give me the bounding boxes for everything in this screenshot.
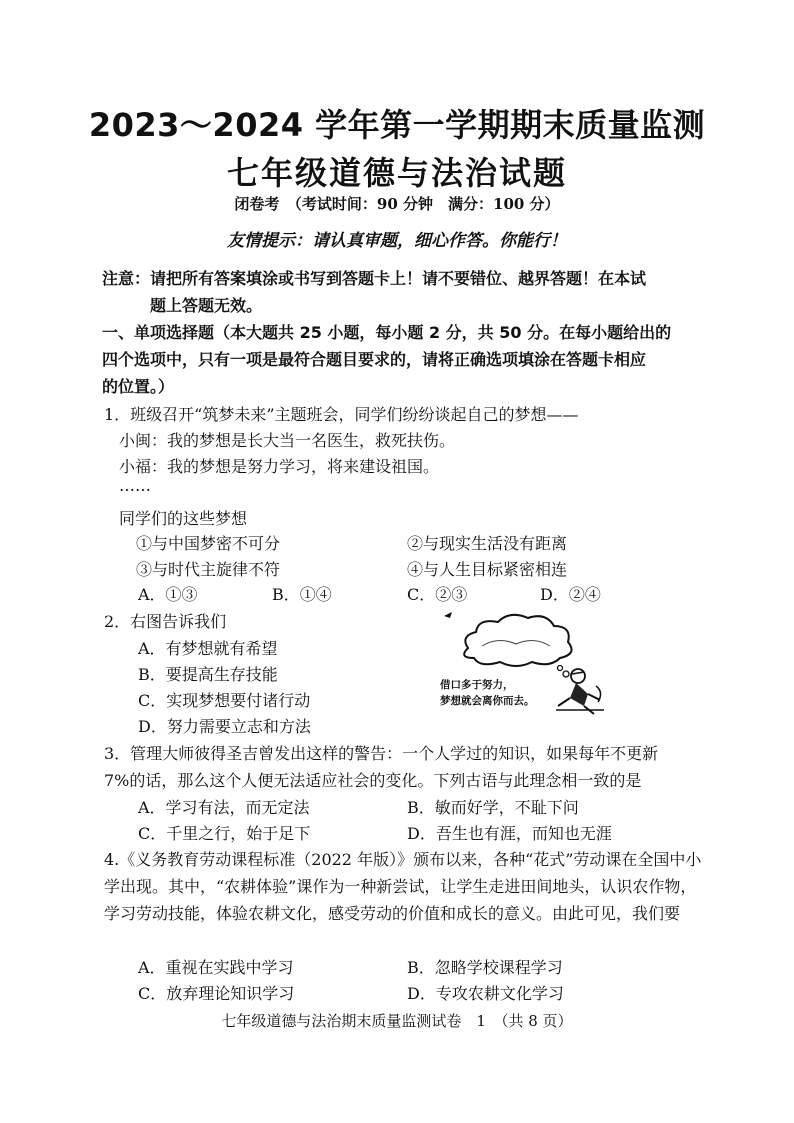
friendly-tip: 友情提示：请认真审题，细心作答。你能行！ bbox=[227, 231, 567, 251]
q2-option-c: C．实现梦想要付诸行动 bbox=[138, 691, 311, 710]
section-heading-line1: 一、单项选择题（本大题共 25 小题，每小题 2 分，共 50 分。在每小题给出的 bbox=[102, 323, 672, 342]
q3-stem-line1: 3．管理大师彼得圣吉曾发出这样的警告：一个人学过的知识，如果每年不更新 bbox=[104, 744, 659, 763]
section-heading-line2: 四个选项中，只有一项是最符合题目要求的，请将正确选项填涂在答题卡相应 bbox=[102, 350, 647, 369]
dream-cloud bbox=[464, 615, 571, 666]
q1-statement-3: ③与时代主旋律不符 bbox=[136, 560, 281, 579]
q2-stem: 2．右图告诉我们 bbox=[104, 612, 227, 631]
q1-statement-1: ①与中国梦密不可分 bbox=[136, 534, 281, 553]
exam-info: 闭卷考 （考试时间：90 分钟 满分：100 分） bbox=[234, 195, 560, 213]
q1-statement-4: ④与人生目标紧密相连 bbox=[407, 560, 568, 579]
q1-option-c: C．②③ bbox=[407, 585, 468, 604]
svg-text:借口多于努力，: 借口多于努力， bbox=[440, 679, 514, 691]
q3-option-c: C．千里之行，始于足下 bbox=[138, 824, 311, 843]
q4-option-d: D．专攻农耕文化学习 bbox=[407, 984, 564, 1003]
q3-option-d: D．吾生也有涯，而知也无涯 bbox=[407, 824, 612, 843]
q4-option-a: A．重视在实践中学习 bbox=[138, 958, 294, 977]
notice-line2: 题上答题无效。 bbox=[150, 296, 263, 315]
svg-text:梦想就会离你而去。: 梦想就会离你而去。 bbox=[440, 695, 535, 707]
q3-option-a: A．学习有法，而无定法 bbox=[138, 798, 310, 817]
q1-line-a: 小闽：我的梦想是长大当一名医生，救死扶伤。 bbox=[119, 431, 456, 450]
q2-option-b: B．要提高生存技能 bbox=[138, 665, 278, 684]
q1-statement-2: ②与现实生活没有距离 bbox=[407, 534, 568, 553]
page-footer: 七年级道德与法治期末质量监测试卷 1 （共 8 页） bbox=[221, 1012, 573, 1030]
page-title-line1: 2023～2024 学年第一学期期末质量监测 bbox=[88, 106, 706, 144]
q3-option-b: B．敏而好学，不耻下问 bbox=[407, 798, 579, 817]
q4-option-b: B．忽略学校课程学习 bbox=[407, 958, 563, 977]
q1-ellipsis: …… bbox=[119, 476, 151, 495]
q2-option-a: A．有梦想就有希望 bbox=[138, 639, 278, 658]
q1-stem: 1．班级召开“筑梦未来”主题班会，同学们纷纷谈起自己的梦想—— bbox=[104, 405, 579, 424]
q4-stem: 4.《义务教育劳动课程标准（2022 年版）》颁布以来，各种“花式”劳动课在全国中小学出现。其中，“农耕体验”课作为一种新尝试，让学生走进田间地头，认识农作物，学习劳动技能，体验农耕文化，感受劳动的价值和成长的意义。由此可见，我们要 bbox=[104, 850, 702, 923]
q1-line-b: 小福：我的梦想是努力学习，将来建设祖国。 bbox=[119, 457, 440, 476]
page-title-line2: 七年级道德与法治试题 bbox=[226, 154, 567, 192]
dream-cartoon-image bbox=[438, 606, 608, 718]
q4-option-c: C．放弃理论知识学习 bbox=[138, 984, 295, 1003]
q2-option-d: D．努力需要立志和方法 bbox=[138, 717, 311, 736]
notice-line1: 注意：请把所有答案填涂或书写到答题卡上！请不要错位、越界答题！在本试 bbox=[102, 269, 647, 288]
q1-prompt: 同学们的这些梦想 bbox=[119, 509, 248, 528]
q3-stem-line2: 7%的话，那么这个人便无法适应社会的变化。下列古语与此理念相一致的是 bbox=[104, 771, 642, 790]
q1-option-a: A．①③ bbox=[138, 585, 198, 604]
q1-option-d: D．②④ bbox=[540, 585, 601, 604]
section-heading-line3: 的位置。） bbox=[102, 377, 175, 396]
bird-icon bbox=[444, 612, 452, 618]
q1-option-b: B．①④ bbox=[272, 585, 332, 604]
